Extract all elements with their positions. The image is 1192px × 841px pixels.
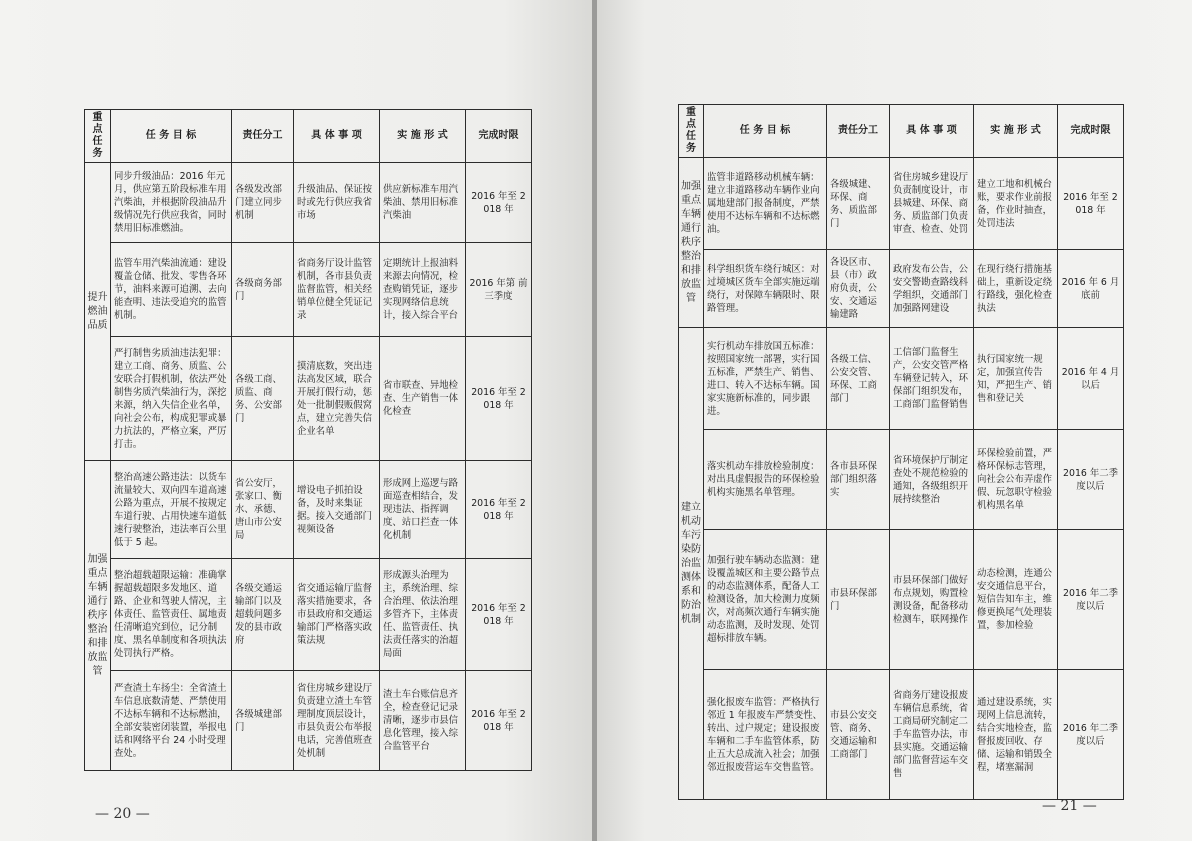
goal-cell: 强化报废车监管：严格执行邻近 1 年报废车严禁变性、转出、过户规定；建设报废车辆和二手车监管体系，防止五大总成流入社会；加强邻近报废营运车交售监管。	[704, 670, 827, 800]
items-cell: 省交通运输厅监督落实措施要求，各市县政府和交通运输部门严格落实政策法规	[294, 559, 380, 671]
goal-cell: 监管非道路移动机械车辆：建立非道路移动车辆作业向属地建部门报备制度，严禁使用不达标车辆和不达标燃油。	[704, 158, 827, 250]
responsibility-cell: 各设区市、县（市）政府负责，公安、交通运输建路	[827, 250, 890, 328]
category-cell: 建立机动车污染防治监测体系和防治机制	[679, 328, 704, 800]
task-table-right	[678, 104, 1124, 800]
table-row	[679, 250, 1124, 328]
form-cell: 形成网上巡逻与路面巡查相结合，发现违法、指挥调度、站口拦查一体化机制	[380, 461, 466, 559]
form-cell: 环保检验前置，严格环保标志管理，向社会公布弄虚作假、玩忽职守检验机构黑名单	[974, 430, 1058, 530]
header-category: 重点任务	[85, 110, 111, 163]
page-number: — 21 —	[1042, 798, 1097, 814]
deadline-cell: 2016 年至 2018 年	[466, 337, 532, 461]
responsibility-cell: 各级商务部门	[232, 243, 294, 337]
table-row	[679, 328, 1124, 430]
items-cell: 省住房城乡建设厅负责建立渣土车管理制度顶层设计，市县负责公布举报电话，完善值班查处机制	[294, 671, 380, 771]
form-cell: 建立工地和机械台账，要求作业前报备，作业时抽查，处罚违法	[974, 158, 1058, 250]
right-page	[597, 0, 1192, 841]
table-header-row	[85, 110, 532, 163]
left-page	[0, 0, 592, 841]
form-cell: 定期统计上报油料来源去向情况，检查购销凭证，逐步实现网络信息统计，接入综合平台	[380, 243, 466, 337]
goal-cell: 严打制售劣质油违法犯罪：建立工商、商务、质监、公安联合打假机制，依法严处制售劣质汽柴油行为，深挖来源，纳入失信企业名单，向社会公布，构成犯罪或暴力抗法的，严格立案，严厉打击。	[111, 337, 232, 461]
header-responsibility: 责任分工	[232, 110, 294, 163]
items-cell: 增设电子抓拍设备，及时来集证据。接入交通部门视频设备	[294, 461, 380, 559]
goal-cell: 同步升级油品：2016 年元月，供应第五阶段标准车用汽柴油，并根据阶段油品升级情况先行供应我省，同时禁用旧标准燃油。	[111, 163, 232, 243]
items-cell: 省住房城乡建设厅负责制度设计，市县城建、环保、商务、质监部门负责审查、检查、处罚	[890, 158, 974, 250]
category-cell: 加强重点车辆通行秩序整治和排放监管	[85, 461, 111, 771]
deadline-cell: 2016 年二季度以后	[1058, 530, 1124, 670]
responsibility-cell: 各级交通运输部门以及超载问题多发的县市政府	[232, 559, 294, 671]
table-row	[679, 158, 1124, 250]
items-cell: 升级油品、保证按时或先行供应我省市场	[294, 163, 380, 243]
table-row	[85, 461, 532, 559]
responsibility-cell: 省公安厅，张家口、衡水、承德、唐山市公安局	[232, 461, 294, 559]
form-cell: 执行国家统一规定，加强宣传告知，严把生产、销售和登记关	[974, 328, 1058, 430]
header-responsibility: 责任分工	[827, 105, 890, 158]
responsibility-cell: 各级发改部门建立同步机制	[232, 163, 294, 243]
responsibility-cell: 各级城建部门	[232, 671, 294, 771]
header-form: 实 施 形 式	[974, 105, 1058, 158]
table-row	[85, 243, 532, 337]
category-cell: 加强重点车辆通行秩序整治和排放监管	[679, 158, 704, 328]
page-number: — 20 —	[95, 806, 150, 822]
responsibility-cell: 各市县环保部门组织落实	[827, 430, 890, 530]
responsibility-cell: 各级工信、公安交管、环保、工商部门	[827, 328, 890, 430]
table-row	[85, 671, 532, 771]
goal-cell: 整治超载超限运输：准确掌握超载超限多发地区、道路、企业和驾驶人情况，主体责任、监管责任、属地责任清晰追究到位，记分制度、黑名单制度和各项执法处罚执行严格。	[111, 559, 232, 671]
deadline-cell: 2016 年至 2018 年	[466, 559, 532, 671]
form-cell: 供应新标准车用汽柴油、禁用旧标准汽柴油	[380, 163, 466, 243]
items-cell: 省环境保护厅制定查处不规范检验的通知，各级组织开展持续整治	[890, 430, 974, 530]
form-cell: 省市联查、异地检查、生产销售一体化检查	[380, 337, 466, 461]
items-cell: 省商务厅设计监管机制，各市县负责监督监管，相关经销单位健全凭证记录	[294, 243, 380, 337]
table-row	[679, 430, 1124, 530]
deadline-cell: 2016 年至 2018 年	[466, 671, 532, 771]
deadline-cell: 2016 年二季度以后	[1058, 430, 1124, 530]
items-cell: 工信部门监督生产，公安交管严格车辆登记转入，环保部门组织发布，工商部门监督销售	[890, 328, 974, 430]
responsibility-cell: 市县环保部门	[827, 530, 890, 670]
table-row	[85, 163, 532, 243]
form-cell: 在现行绕行措施基础上，重新设定绕行路线，强化检查执法	[974, 250, 1058, 328]
responsibility-cell: 各级工商、质监、商务、公安部门	[232, 337, 294, 461]
responsibility-cell: 市县公安交管、商务、交通运输和工商部门	[827, 670, 890, 800]
form-cell: 渣土车台账信息齐全，检查登记记录清晰，逐步市县信息化管理，接入综合监管平台	[380, 671, 466, 771]
task-table-left	[84, 109, 532, 771]
form-cell: 形成源头治理为主，系统治理、综合治理、依法治理多管齐下，主体责任、监管责任、执法责任落实的治超局面	[380, 559, 466, 671]
header-goal: 任 务 目 标	[111, 110, 232, 163]
deadline-cell: 2016 年二季度以后	[1058, 670, 1124, 800]
items-cell: 摸清底数，突出违法高发区域，联合开展打假行动，惩处一批制假贩假窝点，建立完善失信企业名单	[294, 337, 380, 461]
form-cell: 动态检测，连通公安交通信息平台，短信告知车主，维修更换尾气处理装置，参加检验	[974, 530, 1058, 670]
deadline-cell: 2016 年至 2018 年	[466, 461, 532, 559]
items-cell: 省商务厅建设报废车辆信息系统，省工商局研究制定二手车监管办法，市县实施。交通运输部门监督营运车交售	[890, 670, 974, 800]
items-cell: 市县环保部门做好布点规划，购置检测设备，配备移动检测车，联网操作	[890, 530, 974, 670]
goal-cell: 整治高速公路违法：以货车流量较大、双向四车道高速公路为重点，开展不按规定车道行驶、占用快速车道低速行驶整治，违法率百公里低于 5 起。	[111, 461, 232, 559]
table-row	[85, 559, 532, 671]
responsibility-cell: 各级城建、环保、商务、质监部门	[827, 158, 890, 250]
deadline-cell: 2016 年 4 月以后	[1058, 328, 1124, 430]
deadline-cell: 2016 年至 2018 年	[466, 163, 532, 243]
goal-cell: 科学组织货车绕行城区：对过境城区货车全部实施远端绕行，对保障车辆限时、限路管理。	[704, 250, 827, 328]
header-goal: 任 务 目 标	[704, 105, 827, 158]
goal-cell: 监管车用汽柴油流通：建设覆盖仓储、批发、零售各环节，油料来源可追溯、去向能查明、违法受追究的监管机制。	[111, 243, 232, 337]
table-row	[679, 670, 1124, 800]
table-row	[679, 530, 1124, 670]
header-deadline: 完成时限	[1058, 105, 1124, 158]
goal-cell: 实行机动车排放国五标准：按照国家统一部署，实行国五标准，严禁生产、销售、进口、转入不达标车辆。国家实施新标准的，同步跟进。	[704, 328, 827, 430]
goal-cell: 加强行驶车辆动态监测：建设覆盖城区和主要公路节点的动态监测体系，配备人工检测设备，加大检测力度频次，对高频次通行车辆实施动态监测，及时发现、处罚超标排放车辆。	[704, 530, 827, 670]
header-deadline: 完成时限	[466, 110, 532, 163]
goal-cell: 落实机动车排放检验制度：对出具虚假报告的环保检验机构实施黑名单管理。	[704, 430, 827, 530]
table-header-row	[679, 105, 1124, 158]
header-form: 实 施 形 式	[380, 110, 466, 163]
goal-cell: 严查渣土车扬尘：全省渣土车信息底数清楚、严禁使用不达标车辆和不达标燃油，全部安装密闭装置，举报电话和网络平台 24 小时受理查处。	[111, 671, 232, 771]
deadline-cell: 2016 年第 前三季度	[466, 243, 532, 337]
deadline-cell: 2016 年 6 月底前	[1058, 250, 1124, 328]
header-items: 具 体 事 项	[890, 105, 974, 158]
table-row	[85, 337, 532, 461]
form-cell: 通过建设系统，实现网上信息流转，结合实地检查，监督报废回收、存储、运输和销毁全程，堵塞漏洞	[974, 670, 1058, 800]
header-category: 重点任务	[679, 105, 704, 158]
category-cell: 提升燃油品质	[85, 163, 111, 461]
items-cell: 政府发布公告，公安交警勘查路线科学组织，交通部门加强路网建设	[890, 250, 974, 328]
deadline-cell: 2016 年至 2018 年	[1058, 158, 1124, 250]
header-items: 具 体 事 项	[294, 110, 380, 163]
